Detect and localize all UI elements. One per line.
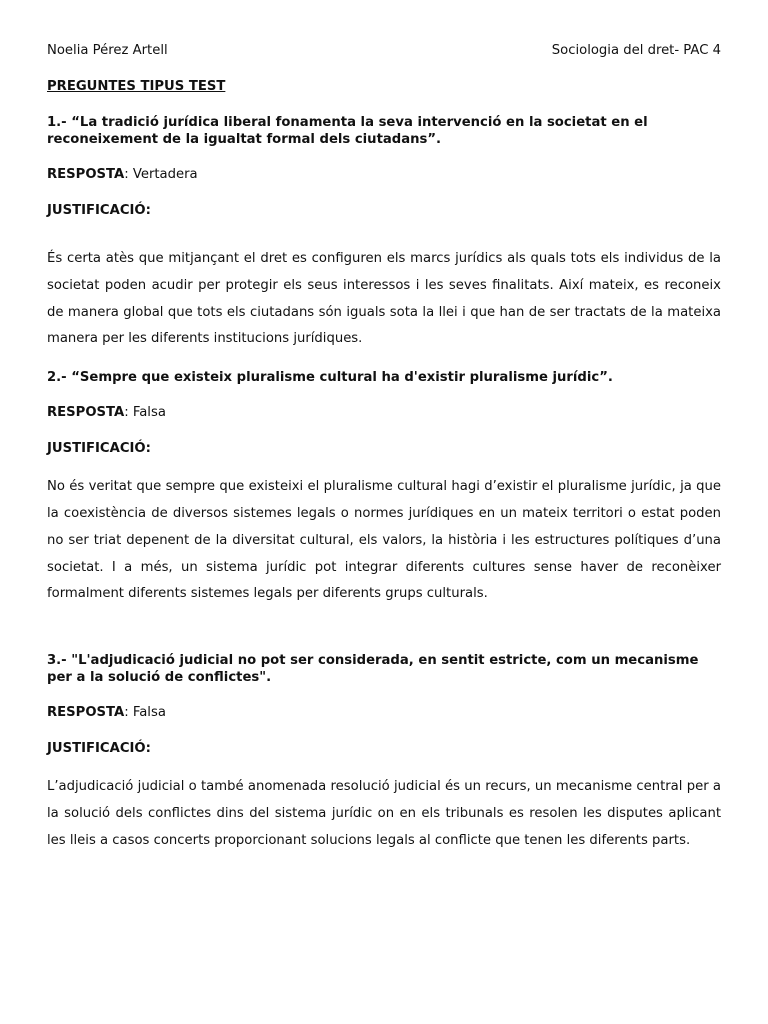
justification-text: No és veritat que sempre que existeixi el pluralisme cultural hagi d’existir el pluralisme jurídic, ja que la coexistència de diversos sistemes legals o normes jurídiques en un mateix territori o estat poden no ser triat depenent de la diversitat cultural, els valors, la història i les estructures polítiques d’una societat. I a més, un sistema jurídic pot integrar diferents cultures sense haver de reconèixer formalment diferents sistemes legals per diferents grups culturals. xyxy=(47,479,721,602)
answer-label: RESPOSTA xyxy=(47,705,125,721)
question-block xyxy=(47,114,721,353)
question-text: 3.- "L'adjudicació judicial no pot ser considerada, en sentit estricte, com un mecanisme per a la solució de conflictes". xyxy=(47,653,699,686)
justification-label: JUSTIFICACIÓ: xyxy=(47,741,151,757)
answer-value: : Falsa xyxy=(124,705,166,721)
section-title: PREGUNTES TIPUS TEST xyxy=(47,79,226,94)
answer-value: : Falsa xyxy=(124,405,166,421)
question-text: 2.- “Sempre que existeix pluralisme cultural ha d'existir pluralisme jurídic”. xyxy=(47,370,613,386)
page-header xyxy=(47,42,721,60)
justification-text: És certa atès que mitjançant el dret es configuren els marcs jurídics als quals tots els individus de la societat poden acudir per protegir els seus interessos i les seves finalitats. Així mateix, es reconeix de manera global que tots els ciutadans són iguals sota la llei i que han de ser tractats de la mateixa manera per les diferents institucions jurídiques. xyxy=(47,251,721,347)
justification-label: JUSTIFICACIÓ: xyxy=(47,441,151,457)
answer-value: : Vertadera xyxy=(124,167,198,182)
question-block xyxy=(47,369,721,608)
answer-label: RESPOSTA xyxy=(47,405,125,421)
justification-text: L’adjudicació judicial o també anomenada resolució judicial és un recurs, un mecanisme central per a la solució dels conflictes dins del sistema jurídic on en els tribunals es resolen les disputes aplicant les lleis a casos concerts proporcionant solucions legals al conflicte que tenen les diferents parts. xyxy=(47,779,721,848)
question-block xyxy=(47,652,721,854)
course-title: Sociologia del dret- PAC 4 xyxy=(551,43,721,58)
question-text: 1.- “La tradició jurídica liberal fonamenta la seva intervenció en la societat en el reconeixement de la igualtat formal dels ciutadans”. xyxy=(47,115,648,147)
justification-label: JUSTIFICACIÓ: xyxy=(47,203,151,218)
answer-line xyxy=(47,404,721,422)
answer-line xyxy=(47,704,721,722)
author-name: Noelia Pérez Artell xyxy=(47,43,168,58)
answer-line xyxy=(47,166,721,184)
answer-label: RESPOSTA xyxy=(47,167,125,182)
document-page xyxy=(47,42,721,855)
